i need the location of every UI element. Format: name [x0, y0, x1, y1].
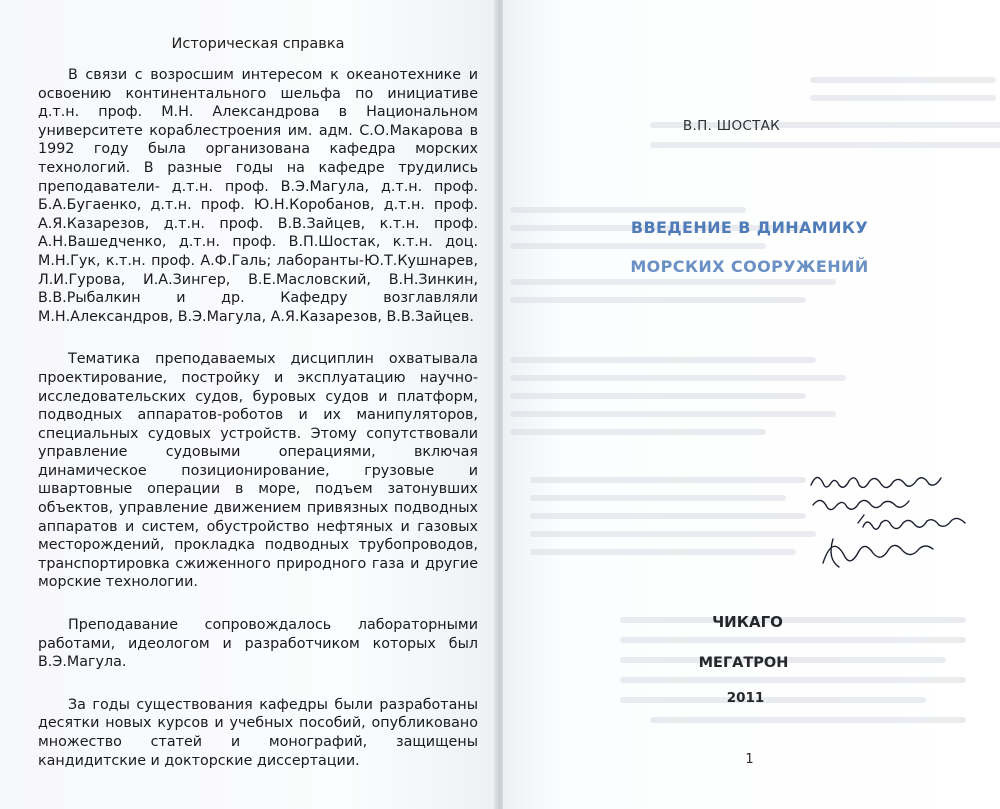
history-title: Историческая справка	[171, 36, 345, 52]
handwritten-dedication	[803, 465, 993, 585]
left-page	[0, 0, 497, 809]
history-paragraph-2: Тематика преподаваемых дисциплин охватывала проектирование, постройку и эксплуатацию научно-исследовательских судов, буровых судов и платформ, подводных аппаратов-роботов и их манипуляторов, специальных судовых устройств. Этому сопутствовали управление судовыми операциями, включая динамическое позиционирование, грузовые и швартовные операции в море, подъем затонувших объектов, управление движением привязных подводных аппаратов и систем, обустройство нефтяных и газовых месторождений, прокладка подводных трубопроводов, транспортировка сжиженного природного газа и другие морские технологии.	[38, 351, 478, 591]
book-title-line-2: МОРСКИХ СООРУЖЕНИЙ	[630, 257, 869, 276]
right-page	[503, 0, 1000, 809]
book-title-line-1: ВВЕДЕНИЕ В ДИНАМИКУ	[630, 218, 869, 237]
publication-year: 2011	[726, 690, 765, 706]
history-paragraph-1: В связи с возросшим интересом к океанотехнике и освоению континентального шельфа по инициативе д.т.н. проф. М.Н. Александрова в Национальном университете кораблестроения им. адм. С.О.Макарова в 1992 году была организована кафедра морских технологий. В разные годы на кафедре трудились преподаватели- д.т.н. проф. В.Э.Магула, д.т.н. проф. Б.А.Бугаенко, д.т.н. проф. Ю.Н.Коробанов, д.т.н. проф. А.Я.Казарезов, д.т.н. проф. В.В.Зайцев, к.т.н. проф. А.Н.Вашедченко, д.т.н. проф. В.П.Шостак, к.т.н. доц. М.Н.Гук, к.т.н. проф. А.Ф.Галь; лаборанты-Ю.Т.Кушнарев, Л.И.Гурова, И.А.Зингер, В.Е.Масловский, В.Н.Зинкин, В.В.Рыбалкин и др. Кафедру возглавляли М.Н.Александров, В.Э.Магула, А.Я.Казарезов, В.В.Зайцев.	[38, 67, 478, 325]
history-paragraph-3: Преподавание сопровождалось лабораторными работами, идеологом и разработчиком которых был В.Э.Магула.	[38, 617, 478, 671]
book-author: В.П. ШОСТАК	[682, 118, 781, 134]
publication-city: ЧИКАГО	[712, 613, 783, 631]
history-note	[38, 24, 478, 770]
publisher-name: МЕГАТРОН	[698, 655, 789, 671]
history-paragraph-4: За годы существования кафедры были разработаны десятки новых курсов и учебных пособий, опубликовано множество статей и монографий, защищены кандидитские и докторские диссертации.	[38, 696, 478, 769]
page-number: 1	[745, 752, 754, 767]
